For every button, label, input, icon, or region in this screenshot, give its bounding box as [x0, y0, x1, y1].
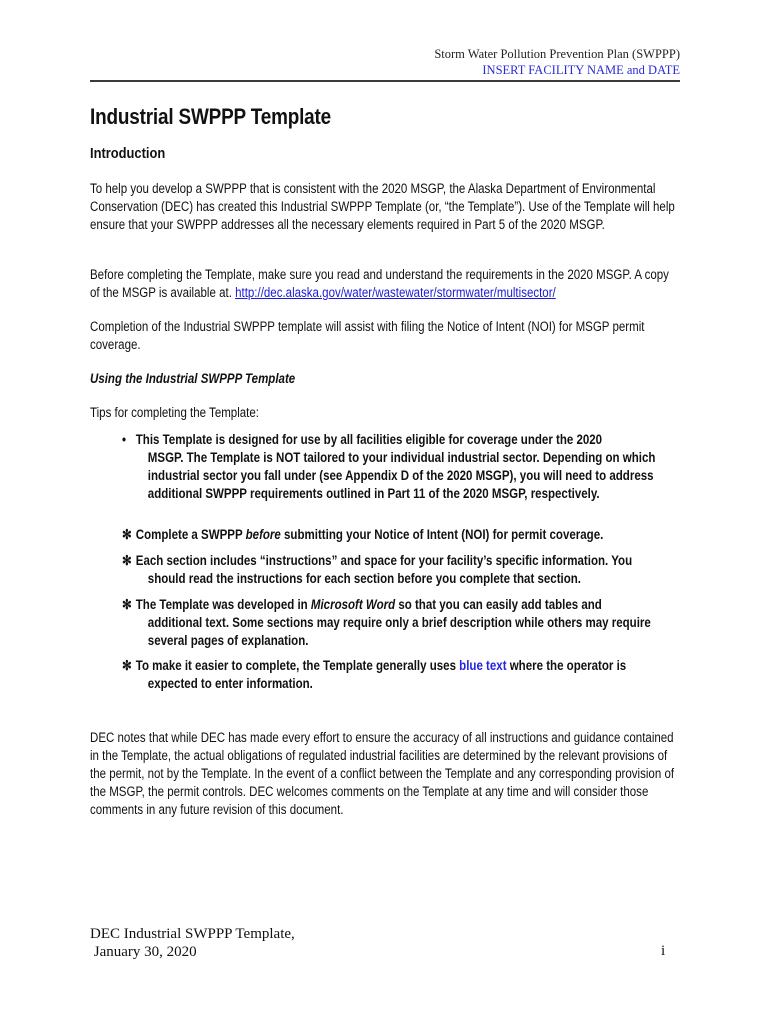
msgp-link[interactable]: http://dec.alaska.gov/water/wastewater/stormwater/multisector/ — [235, 285, 556, 300]
footer-date: January 30, 2020 — [90, 944, 197, 960]
page-title: Industrial SWPPP Template — [90, 104, 332, 129]
bullet-icon: • — [122, 432, 127, 447]
bullet-icon: ✻ — [122, 597, 132, 612]
footer — [90, 925, 295, 961]
tip-bullet: ✻ Complete a SWPPP before submitting your Notice of Intent (NOI) for permit coverage. — [122, 527, 604, 542]
tip-bullet: ✻ Each section includes “instructions” and space for your facility’s specific information. You should read the instructions for each section before you complete that section. — [122, 553, 633, 586]
tip-bullet: • This Template is designed for use by all facilities eligible for coverage under the 2020 MSGP. The Template is NOT tailored to your individual industrial sector. Depending on which industrial sector you fall under (see Appendix D of the 2020 MSGP), you will need to address additional SWPPP requirements outlined in Part 11 of the 2020 MSGP, respectively. — [122, 432, 656, 501]
msgp-paragraph-text: Before completing the Template, make sure you read and understand the requirements in the 2020 MSGP. A copy of the MSGP is available at. — [90, 267, 669, 300]
disclaimer-paragraph: DEC notes that while DEC has made every effort to ensure the accuracy of all instructions and guidance contained in the Template, the actual obligations of regulated industrial facilities are determined by the relevant provisions of the permit, not by the Template. In the event of a conflict between the Template and any corresponding provision of the MSGP, the permit controls. DEC welcomes comments on the Template at any time and will consider those comments in any future revision of this document. — [90, 730, 675, 817]
bullet-icon: ✻ — [122, 658, 132, 673]
bullet-icon: ✻ — [122, 527, 132, 542]
header-plan-title: Storm Water Pollution Prevention Plan (SWPPP) — [434, 47, 680, 61]
running-header — [434, 46, 680, 78]
intro-heading: Introduction — [90, 145, 166, 162]
tips-intro: Tips for completing the Template: — [90, 405, 259, 420]
bullet-icon: ✻ — [122, 553, 132, 568]
blue-text-sample: blue text — [459, 658, 507, 673]
usage-subheading: Using the Industrial SWPPP Template — [90, 371, 296, 386]
header-facility-placeholder: INSERT FACILITY NAME and DATE — [482, 63, 680, 77]
msgp-paragraph — [90, 266, 678, 302]
header-divider — [90, 80, 680, 82]
footer-doc-title: DEC Industrial SWPPP Template, — [90, 926, 295, 942]
noi-paragraph: Completion of the Industrial SWPPP template will assist with filing the Notice of Intent (NOI) for MSGP permit coverage. — [90, 319, 645, 352]
intro-paragraph: To help you develop a SWPPP that is consistent with the 2020 MSGP, the Alaska Department of Environmental Conservation (DEC) has created this Industrial SWPPP Template (or, “the Template”). Use of the Template will help ensure that your SWPPP addresses all the necessary elements required in Part 5 of the 2020 MSGP. — [90, 181, 675, 232]
tip-bullet: ✻ The Template was developed in Microsoft Word so that you can easily add tables and additional text. Some sections may require only a brief description while others may require several pages of explanation. — [122, 597, 651, 648]
tip-bullet: ✻ To make it easier to complete, the Template generally uses blue text where the operator is expected to enter information. — [122, 658, 627, 691]
page-number: i — [661, 943, 666, 959]
